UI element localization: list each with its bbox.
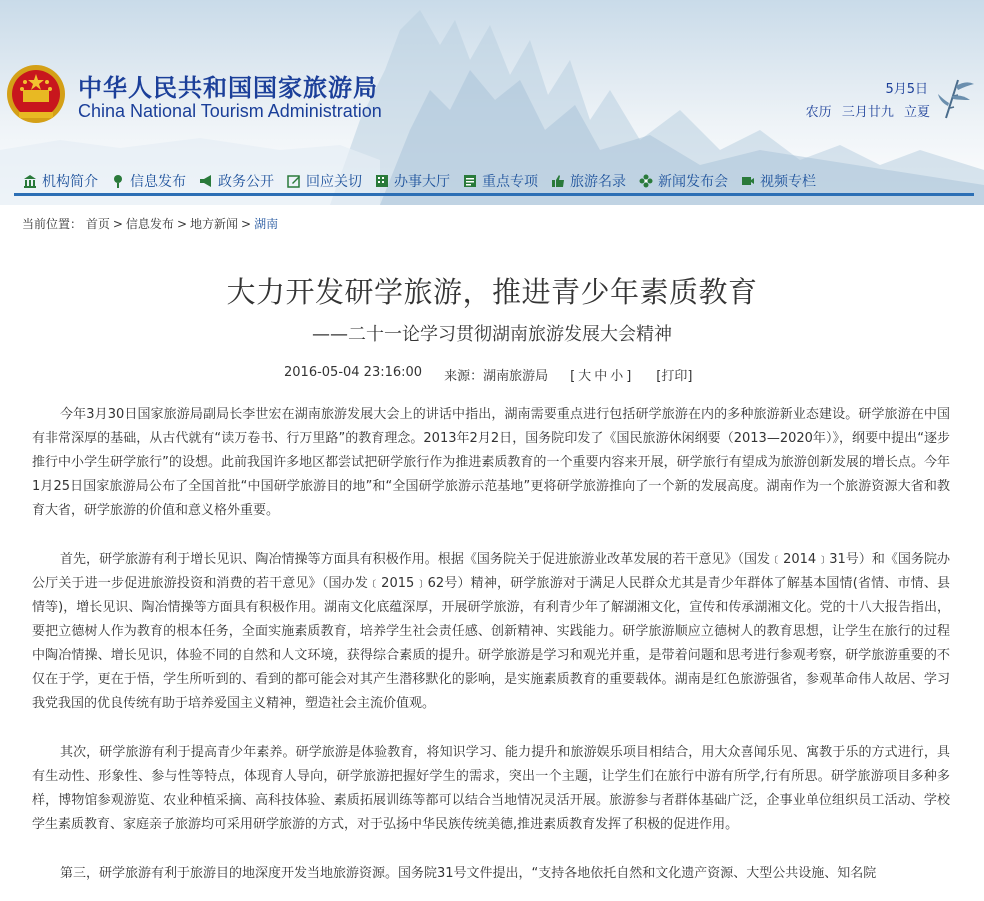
lunar-label: 农历: [805, 105, 832, 120]
breadcrumb-separator: >: [241, 217, 252, 231]
article-subtitle: ——二十一论学习贯彻湖南旅游发展大会精神: [312, 324, 672, 345]
main-nav: [14, 168, 974, 196]
nav-label: 机构简介: [42, 173, 98, 190]
breadcrumb-hunan-link[interactable]: 湖南: [254, 217, 279, 231]
font-size-switcher: [570, 365, 634, 384]
nav-item-video[interactable]: [741, 171, 816, 191]
breadcrumb-prefix: 当前位置：: [22, 217, 83, 231]
article-source: 来源：湖南旅游局: [444, 369, 549, 384]
flower-icon: [639, 174, 653, 188]
bamboo-icon: [936, 74, 976, 120]
site-title-english: China National Tourism Administration: [78, 101, 382, 121]
nav-item-special[interactable]: [463, 171, 538, 191]
article-paragraph: 首先，研学旅游有利于增长见识、陶冶情操等方面具有积极作用。根据《国务院关于促进旅游业改革发展的若干意见》（国发﹝2014﹞31号）和《国务院办公厅关于进一步促进旅游投资和消费的若干意见》（国办发﹝2015﹞62号）精神，研学旅游对于满足人民群众尤其是青少年群体了解基本国情(省情、市情、县情等)，增长见识、陶冶情操等方面具有积极作用。湖南文化底蕴深厚，开展研学旅游，有利青少年了解湖湘文化，宣传和传承湖湘文化。党的十八大报告指出，要把立德树人作为教育的根本任务，全面实施素质教育，培养学生社会责任感、创新精神、实践能力。研学旅游顺应立德树人的教育思想，让学生在旅行的过程中陶冶情操、增长见识，体验不同的自然和人文环境，获得综合素质的提升。研学旅游是学习和观光并重，是带着问题和思考进行参观考察，研学旅游重要的不仅在于学，更在于悟，学生所听到的、看到的都可能会对其产生潜移默化的影响，是实施素质教育的重要载体。湖南是红色旅游强省，参观革命伟人故居、学习我党我国的优良传统有助于培养爱国主义精神，塑造社会主流价值观。: [32, 552, 950, 711]
megaphone-icon: [199, 174, 213, 188]
list-box-icon: [463, 174, 477, 188]
font-size-medium-button[interactable]: 中: [594, 369, 608, 384]
font-size-small-button[interactable]: 小: [610, 369, 624, 384]
article-paragraph: 今年3月30日国家旅游局副局长李世宏在湖南旅游发展大会上的讲话中指出，湖南需要重点进行包括研学旅游在内的多种旅游新业态建设。研学旅游在中国有非常深厚的基础，从古代就有“读万卷书、行万里路”的教育理念。2013年2月2日，国务院印发了《国民旅游休闲纲要（2013—2020年）》，纲要中提出“逐步推行中小学生研学旅行”的设想。此前我国许多地区都尝试把研学旅行作为推进素质教育的一个重要内容来开展，研学旅行有望成为旅游创新发展的增长点。今年1月25日国家旅游局公布了全国首批“中国研学旅游目的地”和“全国研学旅游示范基地”更将研学旅游推向了一个新的发展高度。湖南作为一个旅游资源大省和教育大省，研学旅游的价值和意义格外重要。: [32, 407, 950, 518]
nav-item-info[interactable]: [111, 171, 186, 191]
breadcrumb-local-news-link[interactable]: 地方新闻: [190, 217, 239, 231]
grid-building-icon: [375, 174, 389, 188]
solar-date: 5月5日: [885, 82, 928, 97]
nav-item-about[interactable]: [23, 171, 98, 191]
building-icon: [23, 174, 37, 188]
breadcrumb: [22, 215, 278, 232]
nav-label: 视频专栏: [760, 173, 816, 190]
font-size-bracket-close: ]: [626, 369, 632, 384]
article-meta: [284, 365, 714, 384]
nav-label: 信息发布: [130, 173, 186, 190]
site-header: [0, 0, 984, 205]
article-body: [32, 403, 950, 901]
lunar-date-line: [790, 101, 930, 120]
pin-icon: [111, 174, 125, 188]
nav-item-press[interactable]: [639, 171, 728, 191]
video-camera-icon: [741, 174, 755, 188]
national-emblem-logo: [5, 62, 67, 126]
site-title-chinese: 中华人民共和国国家旅游局: [78, 74, 378, 102]
date-display: [790, 78, 930, 120]
nav-label: 回应关切: [306, 173, 362, 190]
breadcrumb-home-link[interactable]: 首页: [85, 217, 110, 231]
nav-label: 新闻发布会: [658, 173, 728, 190]
nav-item-response[interactable]: [287, 171, 362, 191]
nav-item-government[interactable]: [199, 171, 274, 191]
thumbs-up-icon: [551, 174, 565, 188]
article-paragraph: 其次，研学旅游有利于提高青少年素养。研学旅游是体验教育，将知识学习、能力提升和旅游娱乐项目相结合，用大众喜闻乐见、寓教于乐的方式进行，具有生动性、形象性、参与性等特点，体现育人导向，研学旅游把握好学生的需求，突出一个主题，让学生们在旅行中游有所学,行有所思。研学旅游项目多种多样，博物馆参观游览、农业种植采摘、高科技体验、素质拓展训练等都可以结合当地情况灵活开展。旅游参与者群体基础广泛，企事业单位组织员工活动、学校学生素质教育、家庭亲子旅游均可采用研学旅游的方式，对于弘扬中华民族传统美德,推进素质教育发挥了积极的促进作用。: [32, 745, 950, 832]
font-size-large-button[interactable]: 大: [578, 369, 592, 384]
breadcrumb-separator: >: [176, 217, 187, 231]
print-button[interactable]: [打印]: [656, 369, 693, 384]
article-title: 大力开发研学旅游，推进青少年素质教育: [226, 275, 758, 309]
breadcrumb-info-link[interactable]: 信息发布: [125, 217, 174, 231]
nav-item-service-hall[interactable]: [375, 171, 450, 191]
solar-term: 立夏: [903, 105, 930, 120]
nav-label: 政务公开: [218, 173, 274, 190]
article-paragraph: 第三，研学旅游有利于旅游目的地深度开发当地旅游资源。国务院31号文件提出，“支持各地依托自然和文化遗产资源、大型公共设施、知名院: [60, 866, 877, 881]
nav-item-directory[interactable]: [551, 171, 626, 191]
breadcrumb-separator: >: [112, 217, 123, 231]
publish-datetime: 2016-05-04 23:16:00: [284, 365, 423, 380]
edit-icon: [287, 174, 301, 188]
nav-label: 重点专项: [482, 173, 538, 190]
font-size-bracket-open: [: [570, 369, 576, 384]
lunar-date: 三月廿九: [841, 105, 894, 120]
nav-label: 旅游名录: [570, 173, 626, 190]
nav-label: 办事大厅: [394, 173, 450, 190]
